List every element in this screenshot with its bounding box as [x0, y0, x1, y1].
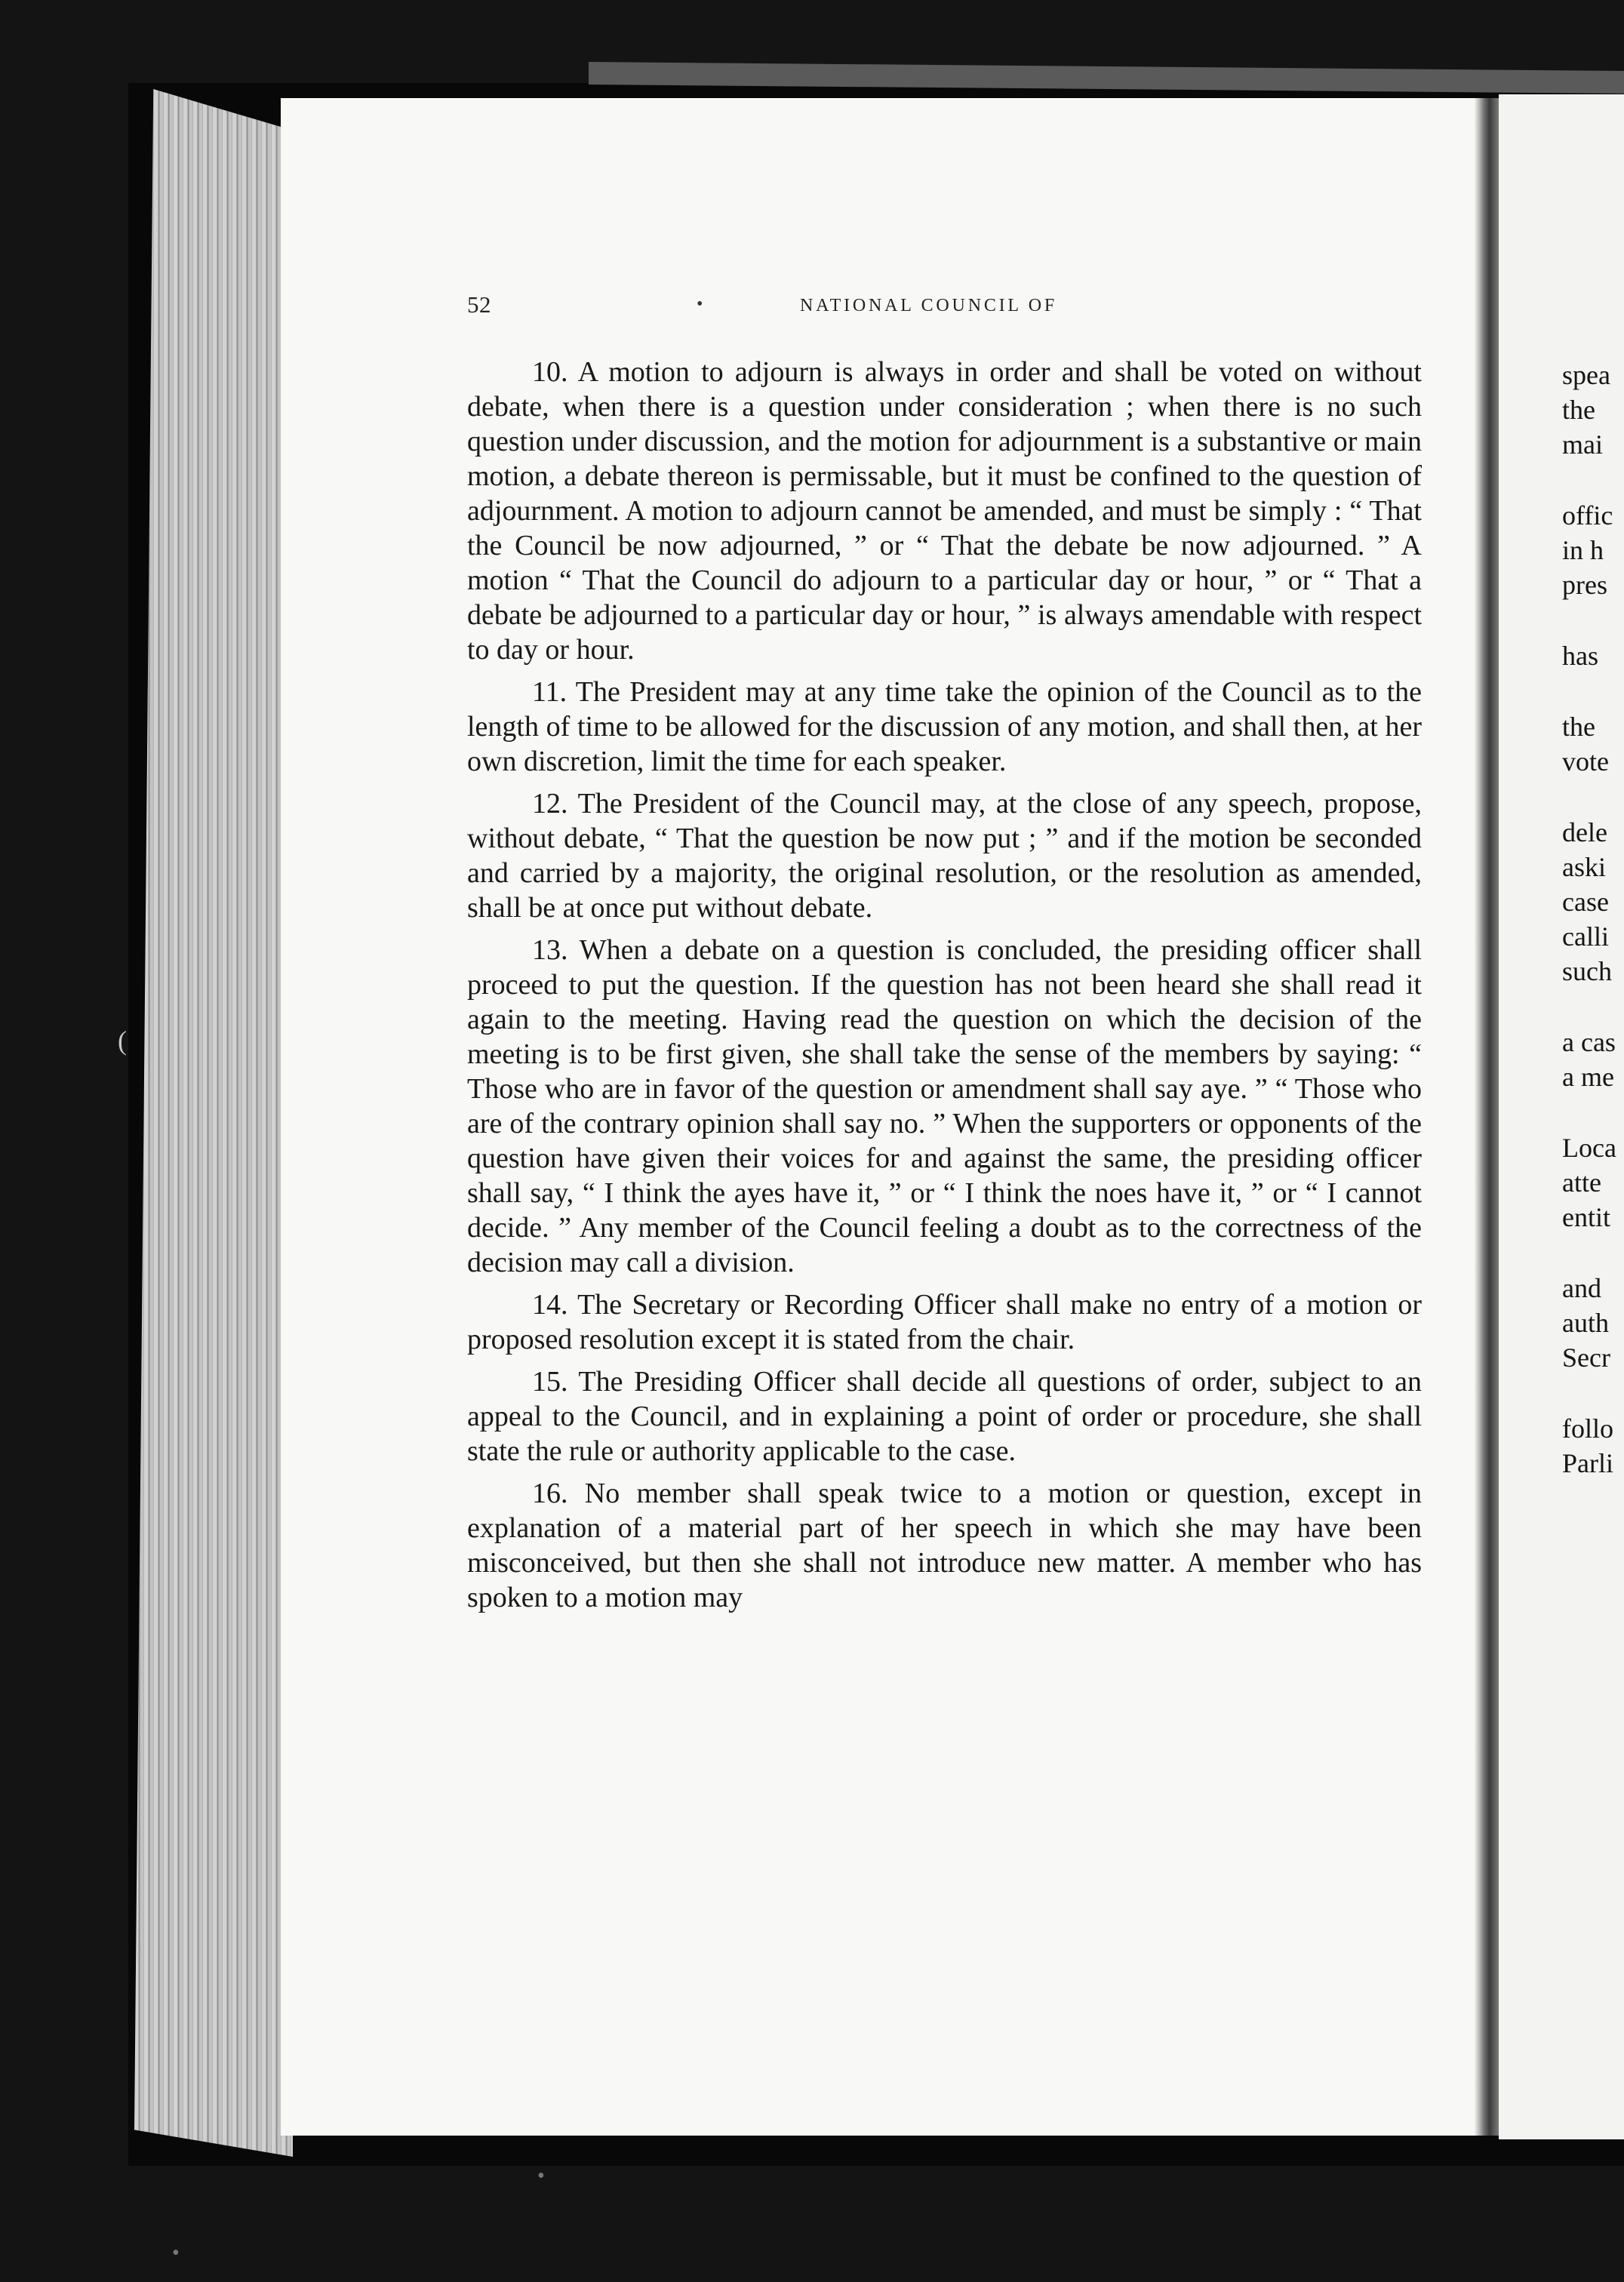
scan-speck: •	[537, 2164, 545, 2188]
right-fragment-group-8	[1562, 1271, 1624, 1375]
right-fragment-line: dele	[1562, 817, 1607, 847]
scan-speck: •	[172, 2241, 180, 2265]
right-fragment-line: auth	[1562, 1308, 1609, 1338]
right-fragment-line: such	[1562, 956, 1612, 986]
rule-paragraph-14: 14. The Secretary or Recording Officer shall make no entry of a motion or proposed resolution except it is stated from the chair.	[467, 1289, 1422, 1355]
rule-paragraph-12: 12. The President of the Council may, at the close of any speech, propose, without debate, “ That the question be now put ; ” and if the motion be seconded and carried by a majority, the original resolution, or the resolution as amended, shall be at once put without debate.	[467, 788, 1422, 924]
running-head: NATIONAL COUNCIL OF	[800, 296, 1058, 315]
right-fragment-group-4	[1562, 709, 1624, 779]
right-fragment-group-3	[1562, 638, 1624, 673]
right-fragment-line: aski	[1562, 852, 1606, 882]
right-fragment-group-7	[1562, 1130, 1624, 1235]
right-fragment-line: a cas	[1562, 1027, 1616, 1057]
right-fragment-line: mai	[1562, 429, 1603, 460]
rule-paragraph-13: 13. When a debate on a question is concluded, the presiding officer shall proceed to put the question. If the question has not been heard she shall read it again to the meeting. Having read the question on which the decision of the meeting is to be first given, she shall take the sense of the members by saying: “ Those who are in favor of the question or amendment shall say aye. ” “ Those who are of the contrary opinion shall say no. ” When the supporters or opponents of the question have given their voices for and against the same, the presiding officer shall say, “ I think the ayes have it, ” or “ I think the noes have it, ” or “ I cannot decide. ” Any member of the Council feeling a doubt as to the correctness of the decision may call a division.	[467, 934, 1422, 1278]
right-fragment-line: Secr	[1562, 1342, 1610, 1373]
right-fragment-group-6	[1562, 1025, 1624, 1094]
right-fragment-line: spea	[1562, 360, 1610, 390]
right-fragment-line: follo	[1562, 1413, 1613, 1444]
right-fragment-line: the	[1562, 712, 1595, 742]
header-separator-dot: •	[697, 294, 703, 314]
right-fragment-line: Loca	[1562, 1133, 1616, 1163]
rule-paragraph-15: 15. The Presiding Officer shall decide all questions of order, subject to an appeal to the Council, and in explaining a point of order or procedure, she shall state the rule or authority applicable to the case.	[467, 1366, 1422, 1467]
right-fragment-group-2	[1562, 498, 1624, 602]
page-edge-stack	[134, 89, 293, 2157]
right-fragment-line: and	[1562, 1273, 1601, 1303]
right-fragment-line: a me	[1562, 1062, 1614, 1092]
page-number: 52	[467, 291, 491, 318]
right-fragment-line: Parli	[1562, 1448, 1613, 1478]
right-fragment-line: entit	[1562, 1202, 1610, 1232]
scan-speck: (	[118, 1026, 127, 1056]
rule-paragraph-10: 10. A motion to adjourn is always in order and shall be voted on without debate, when there is a question under consideration ; when there is no such question under discussion, and the motion for adjournment is a substantive or main motion, a debate thereon is permissable, but it must be confined to the question of adjournment. A motion to adjourn cannot be amended, and must be simply : “ That the Council be now adjourned, ” or “ That the debate be now adjourned. ” A motion “ That the Council do adjourn to a particular day or hour, ” or “ That a debate be adjourned to a particular day or hour, ” is always amendable with respect to day or hour.	[467, 356, 1422, 666]
right-fragment-line: pres	[1562, 570, 1607, 600]
rule-paragraph-16: 16. No member shall speak twice to a motion or question, except in explanation of a material part of her speech in which she may have been misconceived, but then she shall not introduce new matter. A member who has spoken to a motion may	[467, 1478, 1422, 1613]
left-page-body	[467, 355, 1422, 1615]
book-gutter	[1475, 98, 1499, 2136]
right-fragment-line: calli	[1562, 921, 1609, 952]
right-page-cropped-text	[1562, 358, 1624, 1517]
rule-paragraph-11: 11. The President may at any time take the opinion of the Council as to the length of time to be allowed for the discussion of any motion, and shall then, at her own discretion, limit the time for each speaker.	[467, 676, 1422, 777]
right-fragment-line: in h	[1562, 535, 1604, 565]
right-fragment-group-9	[1562, 1411, 1624, 1481]
right-fragment-line: offic	[1562, 500, 1613, 531]
right-fragment-line: atte	[1562, 1167, 1601, 1198]
right-fragment-group-5	[1562, 815, 1624, 989]
right-fragment-group-1	[1562, 358, 1624, 462]
right-fragment-line: case	[1562, 887, 1609, 917]
right-fragment-line: vote	[1562, 746, 1609, 777]
right-fragment-line: the	[1562, 395, 1595, 425]
right-fragment-line: has	[1562, 641, 1598, 671]
